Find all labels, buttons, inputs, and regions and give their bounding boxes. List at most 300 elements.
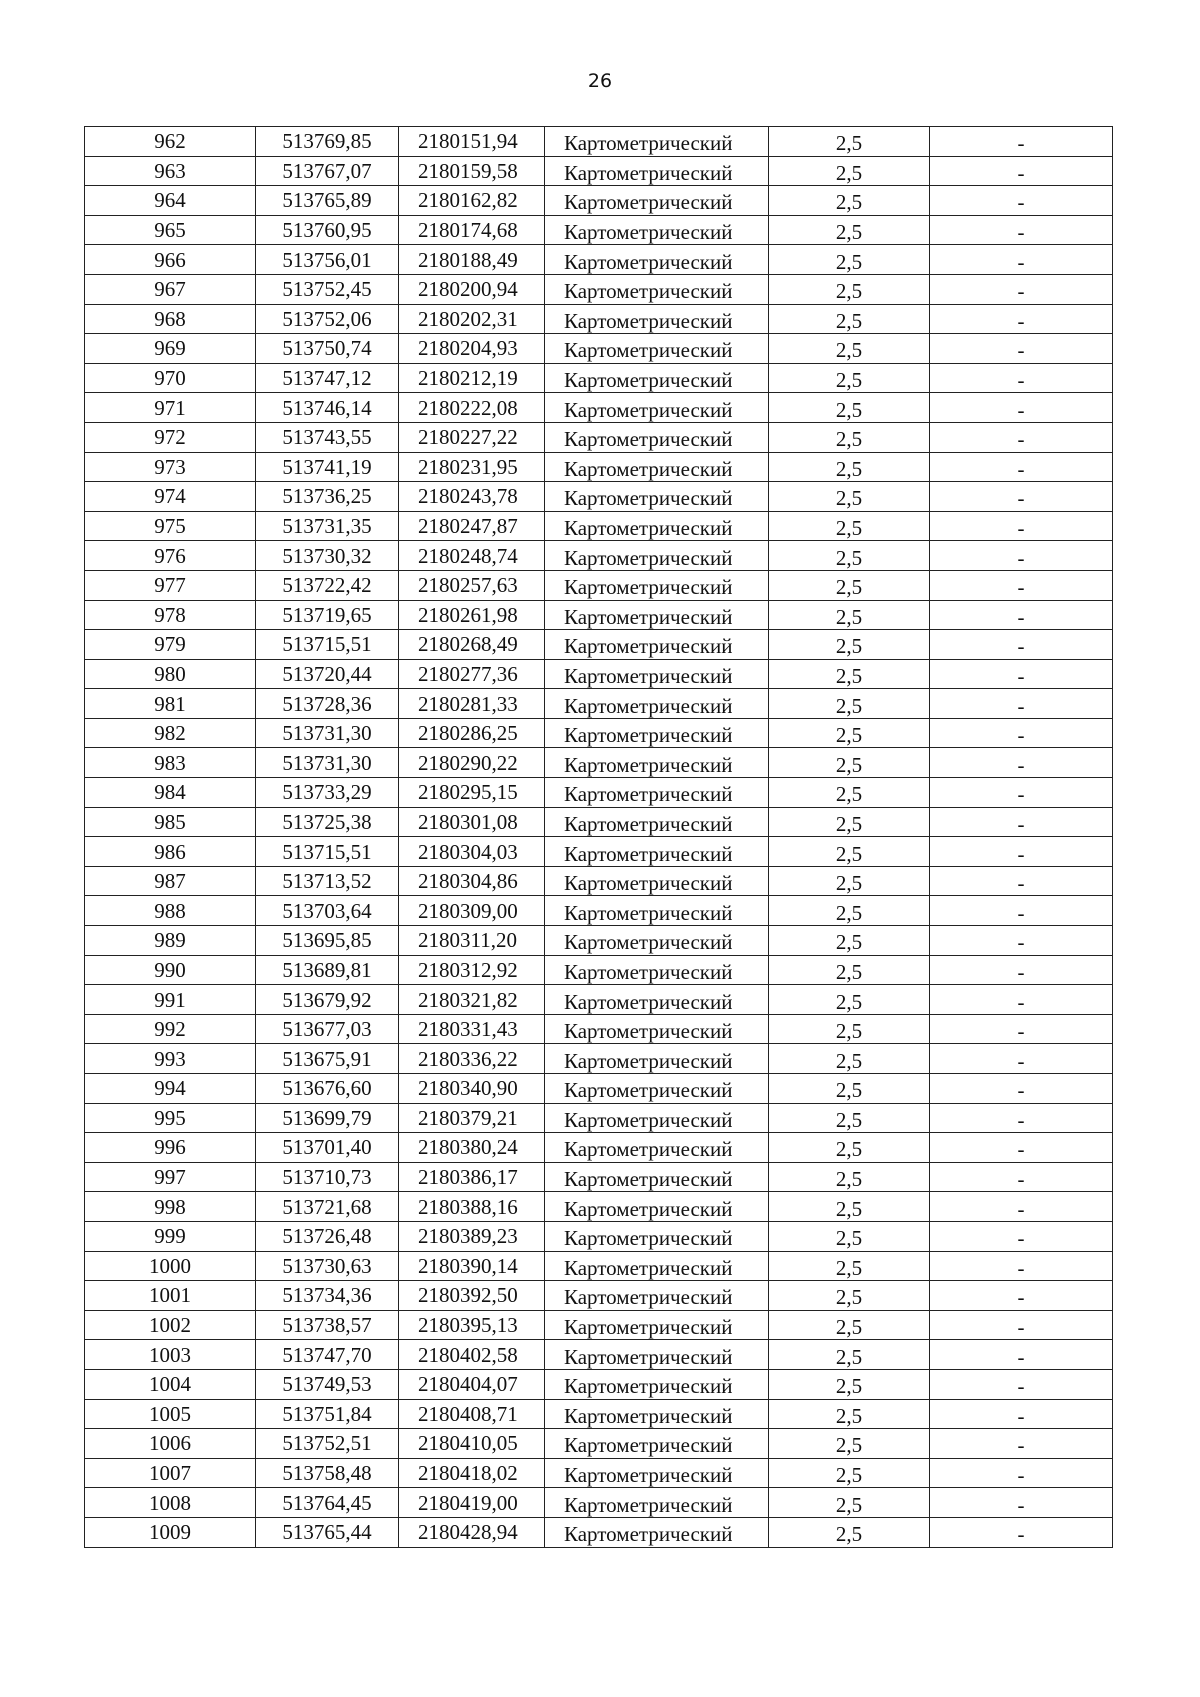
y-coordinate-cell-text: 2180162,82 <box>418 188 518 213</box>
method-cell <box>545 1192 769 1222</box>
point-number-cell <box>85 1103 256 1133</box>
accuracy-cell-text: 2,5 <box>835 989 863 1014</box>
accuracy-cell <box>769 304 930 334</box>
y-coordinate-cell <box>399 1044 545 1074</box>
point-number-cell-text: 1000 <box>149 1253 191 1278</box>
table-row <box>85 659 1113 689</box>
accuracy-cell-text: 2,5 <box>835 782 863 807</box>
accuracy-cell <box>769 570 930 600</box>
point-number-cell <box>85 186 256 216</box>
description-cell <box>930 896 1113 926</box>
table-row <box>85 1488 1113 1518</box>
point-number-cell-text: 975 <box>154 514 186 539</box>
table-row <box>85 304 1113 334</box>
point-number-cell <box>85 215 256 245</box>
x-coordinate-cell-text: 513736,25 <box>282 484 372 509</box>
accuracy-cell <box>769 334 930 364</box>
accuracy-cell-text: 2,5 <box>835 456 863 481</box>
method-cell <box>545 600 769 630</box>
description-cell <box>930 1133 1113 1163</box>
point-number-cell-text: 992 <box>154 1017 186 1042</box>
x-coordinate-cell-text: 513679,92 <box>282 987 372 1012</box>
point-number-cell-text: 1007 <box>149 1461 191 1486</box>
y-coordinate-cell <box>399 748 545 778</box>
x-coordinate-cell-text: 513728,36 <box>282 691 372 716</box>
x-coordinate-cell-text: 513743,55 <box>282 425 372 450</box>
method-cell <box>545 1221 769 1251</box>
description-cell <box>930 1221 1113 1251</box>
y-coordinate-cell <box>399 215 545 245</box>
method-cell <box>545 452 769 482</box>
accuracy-cell <box>769 393 930 423</box>
x-coordinate-cell-text: 513758,48 <box>282 1461 372 1486</box>
description-cell-text: - <box>1017 693 1025 718</box>
accuracy-cell <box>769 215 930 245</box>
y-coordinate-cell <box>399 1310 545 1340</box>
method-cell-text: Картометрический <box>564 1226 733 1251</box>
x-coordinate-cell-text: 513752,06 <box>282 306 372 331</box>
point-number-cell-text: 981 <box>154 691 186 716</box>
description-cell-text: - <box>1017 516 1025 541</box>
point-number-cell-text: 1002 <box>149 1313 191 1338</box>
x-coordinate-cell-text: 513719,65 <box>282 602 372 627</box>
method-cell <box>545 926 769 956</box>
point-number-cell <box>85 926 256 956</box>
description-cell <box>930 186 1113 216</box>
y-coordinate-cell-text: 2180340,90 <box>418 1076 518 1101</box>
accuracy-cell <box>769 127 930 157</box>
point-number-cell-text: 997 <box>154 1165 186 1190</box>
description-cell <box>930 689 1113 719</box>
method-cell <box>545 215 769 245</box>
y-coordinate-cell <box>399 778 545 808</box>
description-cell <box>930 541 1113 571</box>
y-coordinate-cell <box>399 1429 545 1459</box>
x-coordinate-cell <box>256 1399 399 1429</box>
accuracy-cell <box>769 1133 930 1163</box>
table-row <box>85 1399 1113 1429</box>
table-row <box>85 156 1113 186</box>
description-cell-text: - <box>1017 930 1025 955</box>
x-coordinate-cell-text: 513699,79 <box>282 1105 372 1130</box>
description-cell-text: - <box>1017 1107 1025 1132</box>
y-coordinate-cell <box>399 511 545 541</box>
x-coordinate-cell-text: 513760,95 <box>282 218 372 243</box>
x-coordinate-cell <box>256 363 399 393</box>
method-cell-text: Картометрический <box>564 693 733 718</box>
table-row <box>85 807 1113 837</box>
accuracy-cell <box>769 482 930 512</box>
description-cell <box>930 748 1113 778</box>
method-cell <box>545 778 769 808</box>
table-row <box>85 600 1113 630</box>
point-number-cell-text: 977 <box>154 573 186 598</box>
y-coordinate-cell-text: 2180188,49 <box>418 247 518 272</box>
description-cell-text: - <box>1017 959 1025 984</box>
method-cell <box>545 186 769 216</box>
y-coordinate-cell-text: 2180404,07 <box>418 1372 518 1397</box>
point-number-cell-text: 1009 <box>149 1520 191 1545</box>
x-coordinate-cell-text: 513725,38 <box>282 809 372 834</box>
accuracy-cell-text: 2,5 <box>835 338 863 363</box>
x-coordinate-cell-text: 513764,45 <box>282 1490 372 1515</box>
page-number: 26 <box>587 70 613 92</box>
point-number-cell <box>85 718 256 748</box>
x-coordinate-cell <box>256 452 399 482</box>
method-cell-text: Картометрический <box>564 249 733 274</box>
accuracy-cell <box>769 363 930 393</box>
method-cell <box>545 156 769 186</box>
accuracy-cell <box>769 1310 930 1340</box>
accuracy-cell-text: 2,5 <box>835 308 863 333</box>
description-cell-text: - <box>1017 634 1025 659</box>
description-cell-text: - <box>1017 1226 1025 1251</box>
x-coordinate-cell <box>256 630 399 660</box>
method-cell-text: Картометрический <box>564 486 733 511</box>
x-coordinate-cell-text: 513675,91 <box>282 1046 372 1071</box>
point-number-cell <box>85 955 256 985</box>
y-coordinate-cell <box>399 1458 545 1488</box>
y-coordinate-cell-text: 2180222,08 <box>418 395 518 420</box>
y-coordinate-cell-text: 2180151,94 <box>418 129 518 154</box>
y-coordinate-cell-text: 2180227,22 <box>418 425 518 450</box>
accuracy-cell <box>769 748 930 778</box>
y-coordinate-cell <box>399 896 545 926</box>
description-cell-text: - <box>1017 160 1025 185</box>
method-cell-text: Картометрический <box>564 1315 733 1340</box>
point-number-cell-text: 1005 <box>149 1401 191 1426</box>
y-coordinate-cell <box>399 1192 545 1222</box>
table-row <box>85 1340 1113 1370</box>
accuracy-cell <box>769 807 930 837</box>
x-coordinate-cell-text: 513746,14 <box>282 395 372 420</box>
point-number-cell <box>85 422 256 452</box>
method-cell-text: Картометрический <box>564 1285 733 1310</box>
method-cell-text: Картометрический <box>564 308 733 333</box>
y-coordinate-cell <box>399 807 545 837</box>
point-number-cell-text: 972 <box>154 425 186 450</box>
accuracy-cell <box>769 1074 930 1104</box>
point-number-cell <box>85 1044 256 1074</box>
table-row <box>85 985 1113 1015</box>
point-number-cell <box>85 1310 256 1340</box>
method-cell-text: Картометрический <box>564 1078 733 1103</box>
x-coordinate-cell <box>256 511 399 541</box>
point-number-cell <box>85 866 256 896</box>
x-coordinate-cell-text: 513715,51 <box>282 839 372 864</box>
accuracy-cell-text: 2,5 <box>835 368 863 393</box>
accuracy-cell-text: 2,5 <box>835 160 863 185</box>
accuracy-cell-text: 2,5 <box>835 1137 863 1162</box>
x-coordinate-cell <box>256 1251 399 1281</box>
y-coordinate-cell-text: 2180304,86 <box>418 869 518 894</box>
point-number-cell-text: 976 <box>154 543 186 568</box>
point-number-cell <box>85 452 256 482</box>
x-coordinate-cell-text: 513731,30 <box>282 721 372 746</box>
y-coordinate-cell-text: 2180277,36 <box>418 661 518 686</box>
y-coordinate-cell-text: 2180286,25 <box>418 721 518 746</box>
y-coordinate-cell <box>399 1488 545 1518</box>
accuracy-cell-text: 2,5 <box>835 1196 863 1221</box>
y-coordinate-cell <box>399 1103 545 1133</box>
description-cell-text: - <box>1017 308 1025 333</box>
point-number-cell-text: 1006 <box>149 1431 191 1456</box>
point-number-cell-text: 1001 <box>149 1283 191 1308</box>
description-cell-text: - <box>1017 782 1025 807</box>
table-row <box>85 541 1113 571</box>
method-cell-text: Картометрический <box>564 160 733 185</box>
accuracy-cell-text: 2,5 <box>835 131 863 156</box>
table-row <box>85 482 1113 512</box>
description-cell <box>930 837 1113 867</box>
accuracy-cell <box>769 245 930 275</box>
accuracy-cell-text: 2,5 <box>835 1048 863 1073</box>
accuracy-cell-text: 2,5 <box>835 1019 863 1044</box>
accuracy-cell-text: 2,5 <box>835 545 863 570</box>
accuracy-cell-text: 2,5 <box>835 1226 863 1251</box>
table-row <box>85 452 1113 482</box>
x-coordinate-cell <box>256 1133 399 1163</box>
point-number-cell-text: 969 <box>154 336 186 361</box>
description-cell <box>930 304 1113 334</box>
accuracy-cell <box>769 1162 930 1192</box>
point-number-cell-text: 982 <box>154 721 186 746</box>
description-cell-text: - <box>1017 1522 1025 1547</box>
method-cell-text: Картометрический <box>564 1107 733 1132</box>
method-cell-text: Картометрический <box>564 220 733 245</box>
description-cell-text: - <box>1017 1285 1025 1310</box>
table-row <box>85 896 1113 926</box>
accuracy-cell-text: 2,5 <box>835 1167 863 1192</box>
description-cell <box>930 1014 1113 1044</box>
accuracy-cell <box>769 511 930 541</box>
x-coordinate-cell <box>256 1458 399 1488</box>
y-coordinate-cell <box>399 422 545 452</box>
description-cell <box>930 985 1113 1015</box>
description-cell <box>930 1517 1113 1547</box>
method-cell-text: Картометрический <box>564 545 733 570</box>
point-number-cell <box>85 1429 256 1459</box>
accuracy-cell-text: 2,5 <box>835 1492 863 1517</box>
x-coordinate-cell <box>256 334 399 364</box>
y-coordinate-cell <box>399 600 545 630</box>
y-coordinate-cell <box>399 718 545 748</box>
x-coordinate-cell <box>256 1369 399 1399</box>
method-cell-text: Картометрический <box>564 900 733 925</box>
y-coordinate-cell <box>399 304 545 334</box>
x-coordinate-cell-text: 513747,12 <box>282 366 372 391</box>
x-coordinate-cell <box>256 1429 399 1459</box>
x-coordinate-cell-text: 513747,70 <box>282 1342 372 1367</box>
point-number-cell-text: 993 <box>154 1046 186 1071</box>
description-cell <box>930 1074 1113 1104</box>
point-number-cell <box>85 570 256 600</box>
description-cell <box>930 215 1113 245</box>
y-coordinate-cell-text: 2180268,49 <box>418 632 518 657</box>
y-coordinate-cell <box>399 186 545 216</box>
description-cell <box>930 718 1113 748</box>
accuracy-cell-text: 2,5 <box>835 397 863 422</box>
description-cell-text: - <box>1017 456 1025 481</box>
method-cell-text: Картометрический <box>564 1403 733 1428</box>
accuracy-cell-text: 2,5 <box>835 1433 863 1458</box>
y-coordinate-cell-text: 2180301,08 <box>418 809 518 834</box>
table-row <box>85 1074 1113 1104</box>
method-cell <box>545 748 769 778</box>
table-row <box>85 837 1113 867</box>
x-coordinate-cell-text: 513765,89 <box>282 188 372 213</box>
y-coordinate-cell <box>399 274 545 304</box>
accuracy-cell-text: 2,5 <box>835 516 863 541</box>
point-number-cell-text: 1008 <box>149 1490 191 1515</box>
point-number-cell-text: 988 <box>154 898 186 923</box>
point-number-cell-text: 963 <box>154 158 186 183</box>
x-coordinate-cell-text: 513720,44 <box>282 661 372 686</box>
accuracy-cell <box>769 837 930 867</box>
point-number-cell <box>85 748 256 778</box>
x-coordinate-cell-text: 513741,19 <box>282 454 372 479</box>
accuracy-cell <box>769 1429 930 1459</box>
method-cell <box>545 1310 769 1340</box>
x-coordinate-cell <box>256 1310 399 1340</box>
method-cell <box>545 1429 769 1459</box>
table-row <box>85 1162 1113 1192</box>
description-cell-text: - <box>1017 1255 1025 1280</box>
y-coordinate-cell-text: 2180257,63 <box>418 573 518 598</box>
accuracy-cell <box>769 1369 930 1399</box>
description-cell <box>930 630 1113 660</box>
point-number-cell-text: 991 <box>154 987 186 1012</box>
accuracy-cell <box>769 452 930 482</box>
y-coordinate-cell-text: 2180402,58 <box>418 1342 518 1367</box>
description-cell-text: - <box>1017 1048 1025 1073</box>
method-cell-text: Картометрический <box>564 811 733 836</box>
x-coordinate-cell <box>256 1162 399 1192</box>
accuracy-cell-text: 2,5 <box>835 871 863 896</box>
y-coordinate-cell-text: 2180392,50 <box>418 1283 518 1308</box>
point-number-cell-text: 973 <box>154 454 186 479</box>
accuracy-cell-text: 2,5 <box>835 1078 863 1103</box>
point-number-cell <box>85 1488 256 1518</box>
method-cell <box>545 866 769 896</box>
point-number-cell <box>85 659 256 689</box>
accuracy-cell-text: 2,5 <box>835 693 863 718</box>
method-cell <box>545 807 769 837</box>
x-coordinate-cell <box>256 926 399 956</box>
x-coordinate-cell <box>256 689 399 719</box>
description-cell-text: - <box>1017 131 1025 156</box>
description-cell-text: - <box>1017 1374 1025 1399</box>
x-coordinate-cell <box>256 896 399 926</box>
method-cell-text: Картометрический <box>564 663 733 688</box>
y-coordinate-cell <box>399 1221 545 1251</box>
point-number-cell-text: 965 <box>154 218 186 243</box>
method-cell <box>545 1369 769 1399</box>
description-cell-text: - <box>1017 841 1025 866</box>
method-cell <box>545 1251 769 1281</box>
description-cell-text: - <box>1017 1196 1025 1221</box>
point-number-cell-text: 994 <box>154 1076 186 1101</box>
method-cell-text: Картометрический <box>564 1433 733 1458</box>
description-cell-text: - <box>1017 663 1025 688</box>
accuracy-cell-text: 2,5 <box>835 1315 863 1340</box>
table-row <box>85 1517 1113 1547</box>
accuracy-cell-text: 2,5 <box>835 634 863 659</box>
point-number-cell-text: 964 <box>154 188 186 213</box>
method-cell-text: Картометрический <box>564 604 733 629</box>
description-cell-text: - <box>1017 338 1025 363</box>
point-number-cell-text: 966 <box>154 247 186 272</box>
accuracy-cell <box>769 866 930 896</box>
description-cell <box>930 1488 1113 1518</box>
y-coordinate-cell <box>399 1133 545 1163</box>
coordinates-table-body <box>85 127 1113 1548</box>
y-coordinate-cell <box>399 482 545 512</box>
table-row <box>85 718 1113 748</box>
x-coordinate-cell <box>256 837 399 867</box>
x-coordinate-cell <box>256 866 399 896</box>
table-row <box>85 127 1113 157</box>
description-cell <box>930 1103 1113 1133</box>
method-cell <box>545 1044 769 1074</box>
point-number-cell <box>85 689 256 719</box>
point-number-cell-text: 998 <box>154 1194 186 1219</box>
y-coordinate-cell-text: 2180312,92 <box>418 957 518 982</box>
table-row <box>85 393 1113 423</box>
method-cell <box>545 363 769 393</box>
x-coordinate-cell <box>256 1221 399 1251</box>
x-coordinate-cell <box>256 570 399 600</box>
description-cell-text: - <box>1017 575 1025 600</box>
point-number-cell-text: 983 <box>154 750 186 775</box>
method-cell <box>545 304 769 334</box>
x-coordinate-cell-text: 513752,51 <box>282 1431 372 1456</box>
point-number-cell-text: 968 <box>154 306 186 331</box>
y-coordinate-cell-text: 2180290,22 <box>418 750 518 775</box>
point-number-cell <box>85 1458 256 1488</box>
y-coordinate-cell-text: 2180204,93 <box>418 336 518 361</box>
point-number-cell-text: 995 <box>154 1105 186 1130</box>
method-cell <box>545 1458 769 1488</box>
point-number-cell-text: 967 <box>154 277 186 302</box>
table-row <box>85 1133 1113 1163</box>
description-cell <box>930 274 1113 304</box>
description-cell-text: - <box>1017 220 1025 245</box>
x-coordinate-cell-text: 513715,51 <box>282 632 372 657</box>
method-cell-text: Картометрический <box>564 279 733 304</box>
accuracy-cell-text: 2,5 <box>835 1344 863 1369</box>
y-coordinate-cell-text: 2180231,95 <box>418 454 518 479</box>
table-row <box>85 422 1113 452</box>
x-coordinate-cell-text: 513752,45 <box>282 277 372 302</box>
y-coordinate-cell <box>399 985 545 1015</box>
point-number-cell <box>85 1074 256 1104</box>
description-cell-text: - <box>1017 1463 1025 1488</box>
y-coordinate-cell <box>399 1281 545 1311</box>
table-row <box>85 1014 1113 1044</box>
accuracy-cell-text: 2,5 <box>835 930 863 955</box>
description-cell <box>930 127 1113 157</box>
accuracy-cell-text: 2,5 <box>835 1107 863 1132</box>
method-cell <box>545 422 769 452</box>
accuracy-cell <box>769 422 930 452</box>
description-cell-text: - <box>1017 545 1025 570</box>
description-cell <box>930 659 1113 689</box>
method-cell-text: Картометрический <box>564 1255 733 1280</box>
accuracy-cell <box>769 659 930 689</box>
description-cell-text: - <box>1017 1344 1025 1369</box>
point-number-cell <box>85 1251 256 1281</box>
